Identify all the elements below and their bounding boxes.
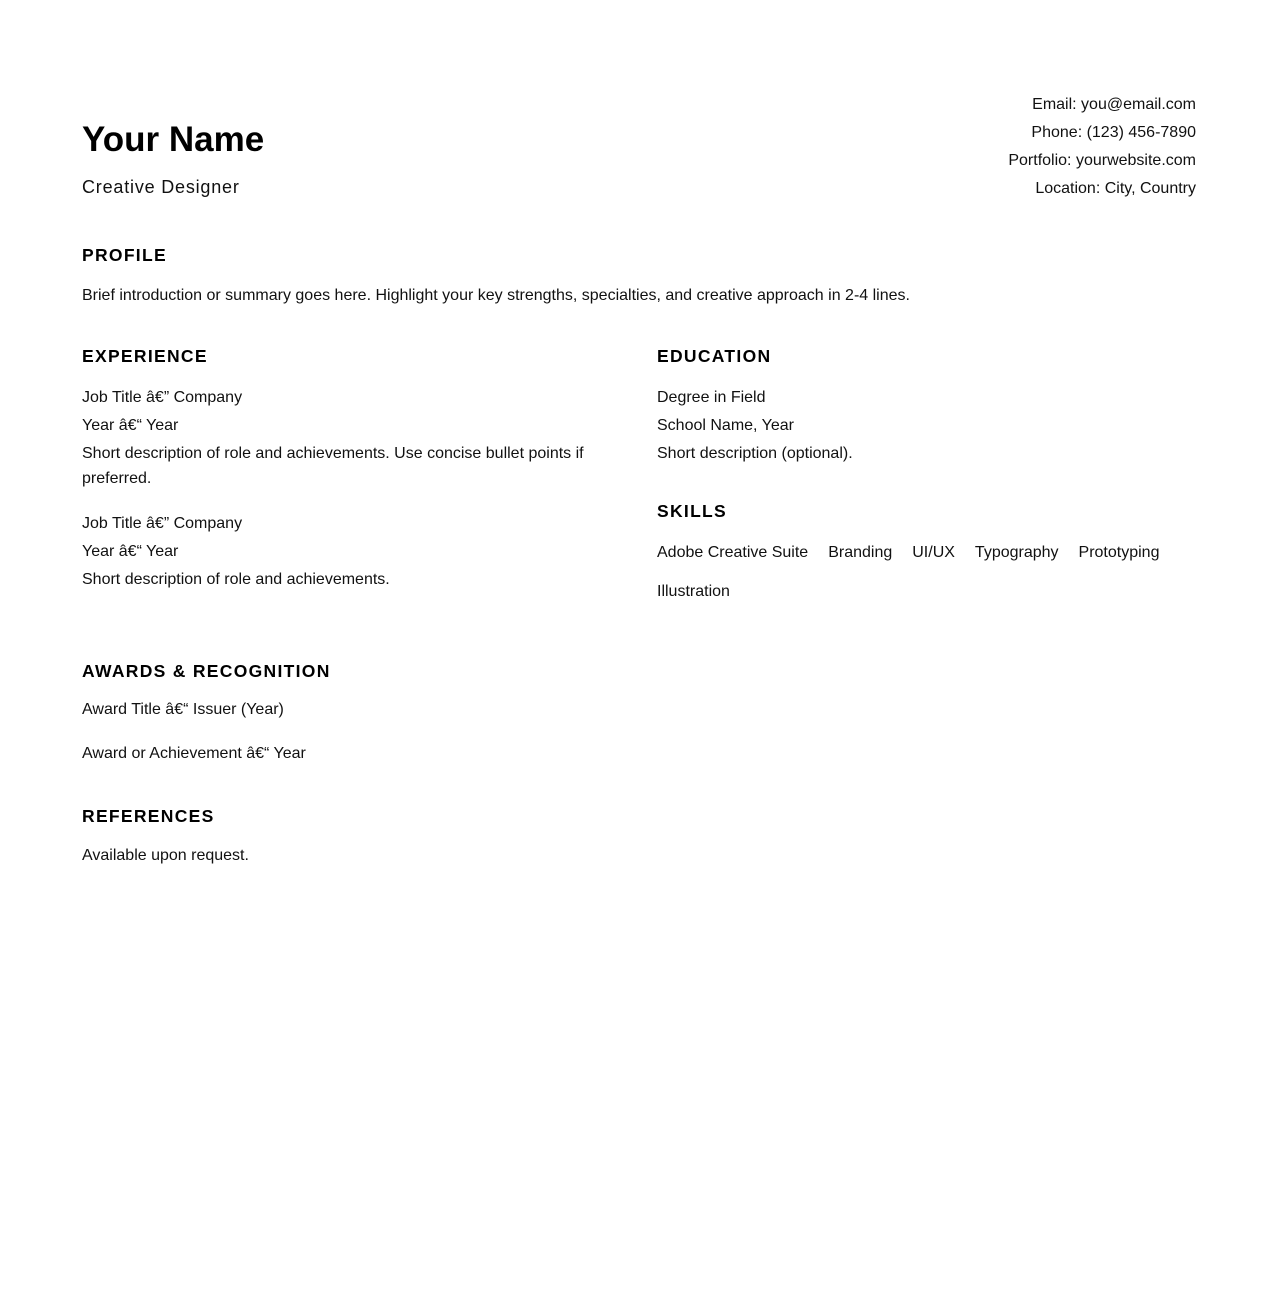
education-entry xyxy=(657,384,1196,466)
job-years: Year â€“ Year xyxy=(82,417,179,434)
skill-tag: Branding xyxy=(828,544,893,561)
contact-email: Email: you@email.com xyxy=(1032,96,1196,113)
section-title-experience: EXPERIENCE xyxy=(82,346,208,366)
name-heading: Your Name xyxy=(82,120,265,159)
education-section xyxy=(657,345,1196,466)
section-title-awards: AWARDS & RECOGNITION xyxy=(82,661,331,681)
contact-info xyxy=(1008,91,1196,203)
skill-tag: Prototyping xyxy=(1078,544,1160,561)
profile-section xyxy=(82,244,1196,308)
job-title-company: Job Title â€” Company xyxy=(82,515,243,532)
education-description: Short description (optional). xyxy=(657,445,853,462)
contact-phone: Phone: (123) 456-7890 xyxy=(1031,124,1196,141)
resume-header xyxy=(82,0,1196,230)
education-school: School Name, Year xyxy=(657,417,794,434)
section-title-references: REFERENCES xyxy=(82,806,215,826)
skill-list xyxy=(657,542,1196,620)
award-item: Award or Achievement â€“ Year xyxy=(82,745,306,762)
contact-portfolio: Portfolio: yourwebsite.com xyxy=(1008,152,1196,169)
education-degree: Degree in Field xyxy=(657,389,766,406)
skills-section xyxy=(657,500,1196,636)
job-entry xyxy=(82,384,602,491)
section-title-skills: SKILLS xyxy=(657,501,728,521)
job-years: Year â€“ Year xyxy=(82,543,179,560)
job-title-company: Job Title â€” Company xyxy=(82,389,243,406)
job-entry xyxy=(82,510,602,592)
contact-location: Location: City, Country xyxy=(1035,180,1196,197)
award-item: Award Title â€“ Issuer (Year) xyxy=(82,701,284,718)
skill-tag: Adobe Creative Suite xyxy=(657,544,809,561)
profile-summary: Brief introduction or summary goes here. Highlight your key strengths, specialties, and creative approach in 2-4 lines. xyxy=(82,287,910,304)
references-section xyxy=(82,805,1196,868)
award-list xyxy=(82,699,1196,765)
skill-tag: Typography xyxy=(974,544,1059,561)
awards-section xyxy=(82,660,1196,765)
experience-section xyxy=(82,345,602,592)
job-description: Short description of role and achievements. xyxy=(82,571,390,588)
role-subtitle: Creative Designer xyxy=(82,177,240,197)
references-text: Available upon request. xyxy=(82,847,249,864)
resume-page xyxy=(82,0,1196,1300)
section-title-education: EDUCATION xyxy=(657,346,772,366)
section-title-profile: PROFILE xyxy=(82,245,167,265)
skill-tag: Illustration xyxy=(657,583,730,600)
skill-tag: UI/UX xyxy=(912,544,955,561)
job-description: Short description of role and achievements. Use concise bullet points if preferred. xyxy=(82,445,584,487)
